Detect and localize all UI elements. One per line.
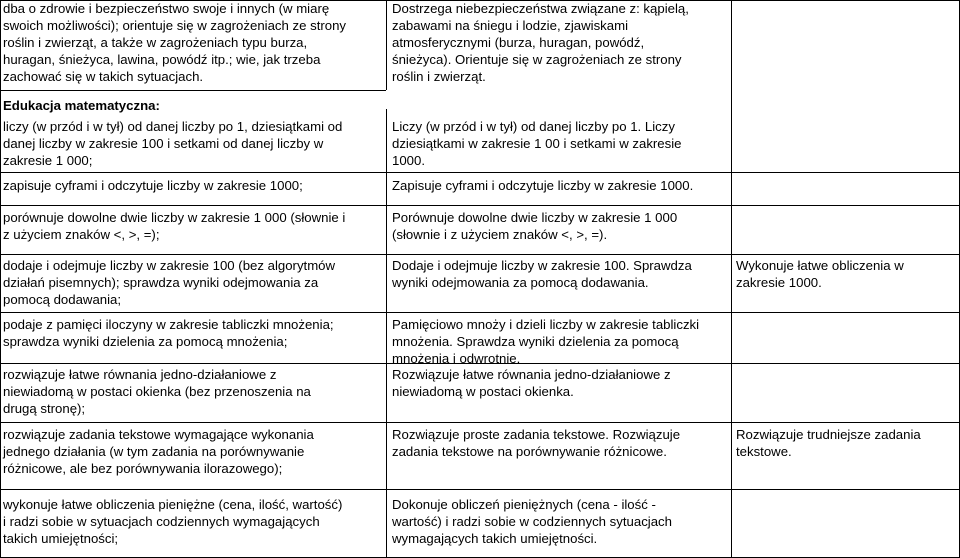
- grid-line: [0, 489, 960, 490]
- row-description: Dokonuje obliczeń pieniężnych (cena - ilość - wartość) i radzi sobie w codziennych sytuacjach wymagających takich umiejętności.: [392, 497, 672, 546]
- row-requirement: rozwiązuje łatwe równania jedno-działaniowe z niewiadomą w postaci okienka (bez przenoszenia na drugą stronę);: [3, 367, 311, 416]
- grid-line: [0, 254, 960, 255]
- row-description: Porównuje dowolne dwie liczby w zakresie 1 000 (słownie i z użyciem znaków <, >, =).: [392, 210, 678, 242]
- row-description: Liczy (w przód i w tył) od danej liczby po 1. Liczy dziesiątkami w zakresie 1 00 i setkami w zakresie 1000.: [392, 119, 682, 168]
- row-extended: Wykonuje łatwe obliczenia w zakresie 1000.: [736, 258, 904, 290]
- section-heading: Edukacja matematyczna:: [3, 98, 160, 113]
- row-requirement: dodaje i odejmuje liczby w zakresie 100 (bez algorytmów działań pisemnych); sprawdza wyniki odejmowania za pomocą dodawania;: [3, 258, 336, 307]
- row-requirement: zapisuje cyframi i odczytuje liczby w zakresie 1000;: [3, 178, 303, 193]
- top-col2-text: Dostrzega niebezpieczeństwa związane z: kąpielą, zabawami na śniegu i lodzie, zjawiskami atmosferycznymi (burza, huragan, powódź, śnieżyca). Orientuje się w zagrożeniach ze strony roślin i zwierząt.: [392, 1, 689, 84]
- row-description: Rozwiązuje łatwe równania jedno-działaniowe z niewiadomą w postaci okienka.: [392, 367, 671, 399]
- row-requirement: rozwiązuje zadania tekstowe wymagające wykonania jednego działania (w tym zadania na porównywanie różnicowe, ale bez porównywania ilorazowego);: [3, 427, 314, 476]
- grid-line: [0, 0, 1, 558]
- top-col1-text: dba o zdrowie i bezpieczeństwo swoje i innych (w miarę swoich możliwości); orientuje się w zagrożeniach ze strony roślin i zwierząt, a także w zagrożeniach typu burza, huragan, śnieżyca, lawina, powódź itp.; wie, jak trzeba zachować się w takich sytuacjach.: [3, 1, 347, 84]
- row-description: Zapisuje cyframi i odczytuje liczby w zakresie 1000.: [392, 178, 694, 193]
- grid-line: [0, 422, 960, 423]
- row-requirement: porównuje dowolne dwie liczby w zakresie 1 000 (słownie i z użyciem znaków <, >, =);: [3, 210, 346, 242]
- row-requirement: wykonuje łatwe obliczenia pieniężne (cena, ilość, wartość) i radzi sobie w sytuacjach codziennych wymagających takich umiejętności;: [3, 497, 343, 546]
- row-description: Pamięciowo mnoży i dzieli liczby w zakresie tabliczki mnożenia. Sprawdza wyniki dzielenia za pomocą mnożenia i odwrotnie.: [392, 317, 700, 366]
- row-extended: Rozwiązuje trudniejsze zadania tekstowe.: [736, 427, 921, 459]
- row-description: Rozwiązuje proste zadania tekstowe. Rozwiązuje zadania tekstowe na porównywanie różnicowe.: [392, 427, 681, 459]
- grid-line: [0, 312, 960, 313]
- grid-line: [0, 172, 960, 173]
- grid-line: [386, 109, 387, 558]
- row-description: Dodaje i odejmuje liczby w zakresie 100. Sprawdza wyniki odejmowania za pomocą dodawania.: [392, 258, 692, 290]
- grid-line: [731, 0, 732, 558]
- grid-line: [0, 90, 386, 91]
- row-requirement: liczy (w przód i w tył) od danej liczby po 1, dziesiątkami od danej liczby w zakresie 100 i setkami od danej liczby w zakresie 1 000;: [3, 119, 343, 168]
- grid-line: [386, 0, 387, 90]
- row-requirement: podaje z pamięci iloczyny w zakresie tabliczki mnożenia; sprawdza wyniki dzielenia za pomocą mnożenia;: [3, 317, 334, 349]
- grid-line: [0, 205, 960, 206]
